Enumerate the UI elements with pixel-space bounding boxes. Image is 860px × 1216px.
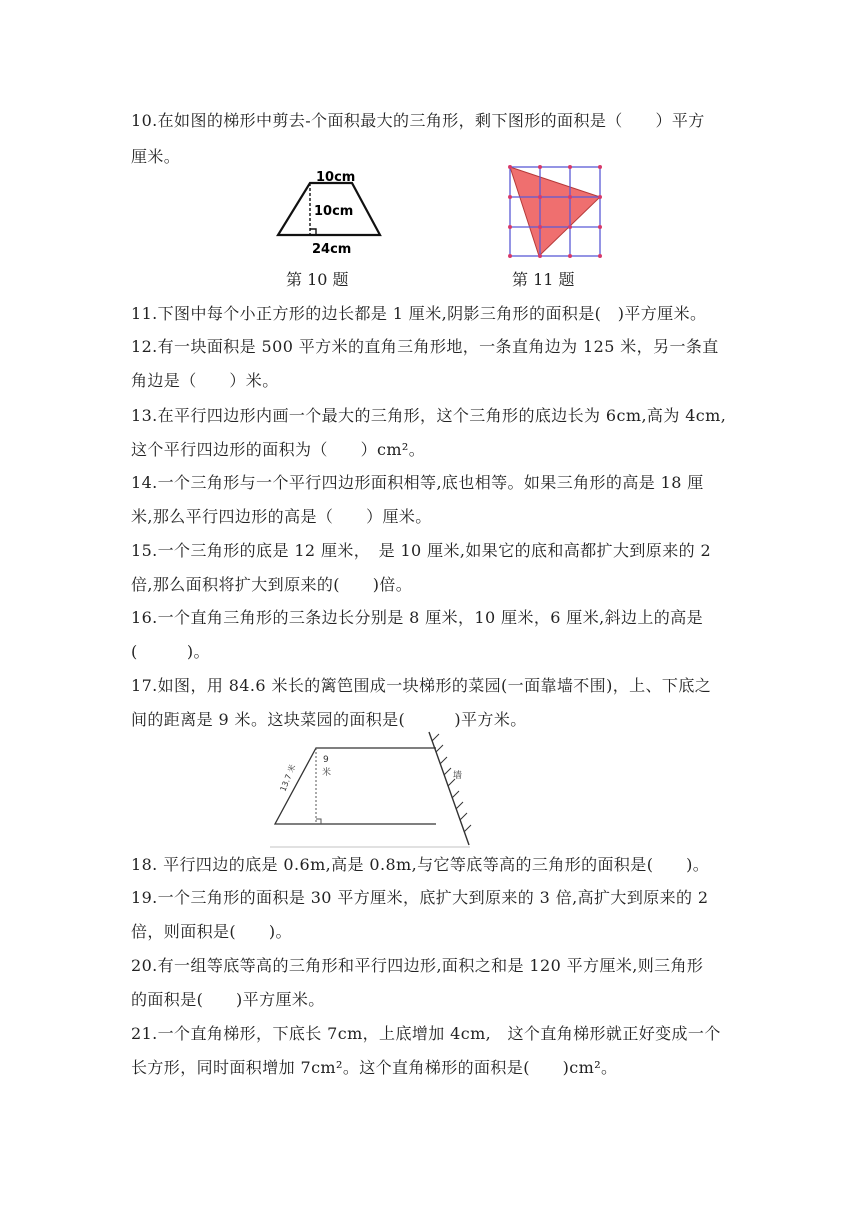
shaded-triangle [510,167,600,256]
question-19-line-1: 19.一个三角形的面积是 30 平方厘米，底扩大到原来的 3 倍,高扩大到原来的 2 [131,888,709,907]
question-12-line-1: 12.有一块面积是 500 平方米的直角三角形地，一条直角边为 125 米，另一条直 [131,337,719,356]
question-14-line-1: 14.一个三角形与一个平行四边形面积相等,底也相等。如果三角形的高是 18 厘 [131,473,704,492]
figure-10-height-label: 10cm [314,204,354,219]
figure-10-trapezoid [272,165,392,261]
wall-hatching [432,734,471,832]
question-20-line-2: 的面积是( )平方厘米。 [131,990,325,1009]
question-10-line-2: 厘米。 [131,147,181,166]
figure-11-caption: 第 11 题 [512,270,575,289]
question-18-line-1: 18. 平行四边的底是 0.6m,高是 0.8m,与它等底等高的三角形的面积是( )。 [131,855,710,874]
question-17-line-1: 17.如图，用 84.6 米长的篱笆围成一块梯形的菜园(一面靠墙不围)，上、下底之 [131,676,712,695]
figure-10-caption: 第 10 题 [286,270,349,289]
height-number-label: 9 [323,755,329,765]
question-15-line-2: 倍,那么面积将扩大到原来的( )倍。 [131,575,413,594]
question-16-line-2: ( )。 [131,642,210,661]
question-15-line-1: 15.一个三角形的底是 12 厘米， 是 10 厘米,如果它的底和高都扩大到原来的 2 [131,541,712,560]
figure-11-grid [505,163,605,260]
figure-10-top-label: 10cm [316,170,356,185]
question-19-line-2: 倍，则面积是( )。 [131,922,292,941]
side-length-label: 13.7 米 [278,763,298,793]
question-13-line-1: 13.在平行四边形内画一个最大的三角形，这个三角形的底边长为 6cm,高为 4cm, [131,406,727,425]
question-16-line-1: 16.一个直角三角形的三条边长分别是 8 厘米，10 厘米，6 厘米,斜边上的高是 [131,608,703,627]
question-10-line-1: 10.在如图的梯形中剪去-个面积最大的三角形，剩下图形的面积是（ ）平方 [131,111,705,130]
figure-10-bottom-label: 24cm [312,242,352,257]
height-unit-label: 米 [322,768,332,778]
question-13-line-2: 这个平行四边形的面积为（ ）cm²。 [131,440,426,459]
question-14-line-2: 米,那么平行四边形的高是（ ）厘米。 [131,507,432,526]
figure-17-garden [265,730,480,850]
question-21-line-1: 21.一个直角梯形，下底长 7cm，上底增加 4cm, 这个直角梯形就正好变成一个 [131,1024,721,1043]
question-21-line-2: 长方形，同时面积增加 7cm²。这个直角梯形的面积是( )cm²。 [131,1058,618,1077]
question-17-line-2: 间的距离是 9 米。这块菜园的面积是( )平方米。 [131,710,527,729]
wall-label: 墙 [453,771,463,781]
question-20-line-1: 20.有一组等底等高的三角形和平行四边形,面积之和是 120 平方厘米,则三角形 [131,956,704,975]
question-11-line-1: 11.下图中每个小正方形的边长都是 1 厘米,阴影三角形的面积是( )平方厘米。 [131,304,707,323]
question-12-line-2: 角边是（ ）米。 [131,371,279,390]
